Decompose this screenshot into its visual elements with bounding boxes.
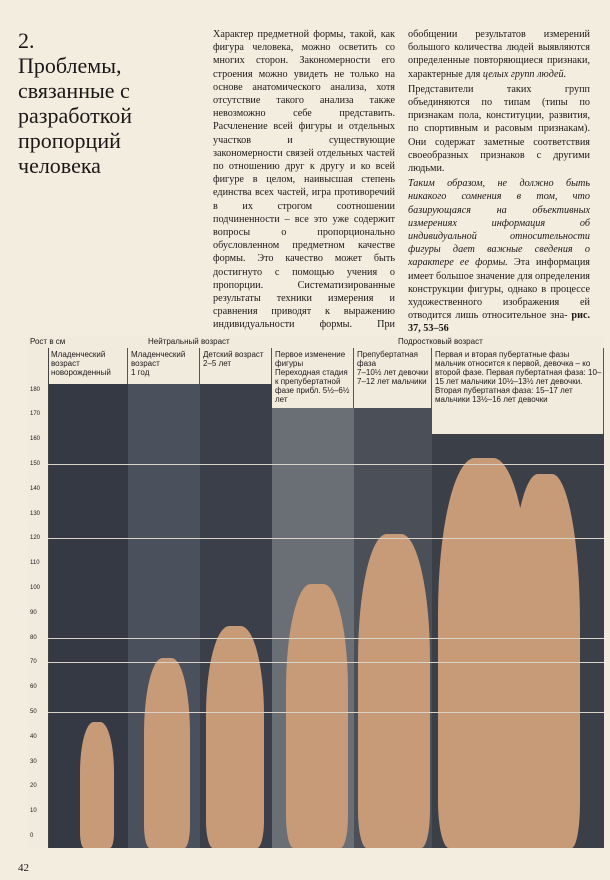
- paragraph: Характер предметной формы, такой, как фигура человека, можно осветить со многих сторон. Закономерности его строения можно увидеть не только на основе анатомического анализа, хотя отсутствие такого анализа также невозможно себе представить. Расчленение всей фигуры и отдельных участков и существующие закономерности связей отдельных частей по отношению друг к другу и ко всей фигуре в целом, наивысшая степень единства всех частей, игра противоречий в их строгом соотношении подчиненности – все это уже содержит вопросы о пропорционально обусловленном предметном качестве формы. Это качество может быть достигнуто с помощью учения о пропорции. Систематизированные результаты техники измерения и сравнения приводят к выражению индивидуальности формы. При: [213, 29, 395, 331]
- figure-1-year: [144, 658, 190, 848]
- phase-header: Младенческий возраст 1 год: [128, 348, 200, 384]
- figure-child: [206, 626, 264, 848]
- figure-prepubertal: [358, 534, 430, 848]
- axis-tick-label: 90: [30, 609, 37, 616]
- axis-tick-label: 70: [30, 659, 37, 666]
- axis-tick-label: 160: [30, 436, 41, 443]
- phase-header: Первая и вторая пубертатные фазы мальчик относится к первой, девочка – ко второй фазе. Первая пубертатная фаза: 10–15 лет мальчики 10½–13½ лет девочки. Вторая пубертатная фаза: 15–17 лет мальчики 13½–16 лет девочки: [432, 348, 604, 434]
- height-marker-line: [48, 712, 604, 713]
- axis-tick-label: 150: [30, 461, 41, 467]
- height-axis: [28, 348, 49, 848]
- height-marker-line: [48, 538, 604, 539]
- axis-tick-label: 80: [30, 634, 37, 641]
- axis-tick-label: 130: [30, 510, 41, 517]
- phase-header: Младенческий возраст новорожденный: [48, 348, 128, 384]
- paragraph: Таким образом, не должно быть никакого сомнения в том, что базирующаяся на объективных измерениях информация об индивидуальной относительности фигуры дает важные сведения о характере ее формы. Эта информация имеет большое значение для определения конструкции фигуры, однако в процессе художественного изображения ей отводится лишь относительное зна- рис. 37, 53–56: [408, 178, 591, 335]
- axis-tick-label: 60: [30, 684, 37, 691]
- phase-header: Детский возраст 2–5 лет: [200, 348, 272, 384]
- phase-header: Препубертатная фаза 7–10½ лет девочки 7–12 лет мальчики: [354, 348, 432, 408]
- axis-tick-label: 100: [30, 585, 41, 591]
- axis-tick-label: 20: [30, 783, 37, 790]
- height-marker-line: [48, 638, 604, 639]
- section-number: 2.: [18, 28, 35, 53]
- axis-tick-label: 30: [30, 758, 37, 765]
- height-marker-line: [48, 662, 604, 663]
- paragraph: обобщении результатов измерений большого количества людей выявляются определенные повторяющиеся признаки, характерные для целых групп людей.: [408, 29, 590, 80]
- axis-tick-label: 140: [30, 485, 41, 492]
- axis-tick-label: 50: [30, 709, 37, 715]
- header-neutral: Нейтральный возраст: [148, 337, 230, 346]
- growth-chart: [28, 336, 604, 848]
- header-teen: Подростковый возраст: [398, 337, 483, 346]
- axis-tick-label: 180: [30, 386, 41, 393]
- section-heading: [18, 28, 198, 178]
- axis-tick-label: 10: [30, 808, 37, 815]
- figure-transition: [286, 584, 348, 848]
- text-column-middle: [213, 28, 395, 347]
- phase-header: Первое изменение фигуры Переходная стадия к препубертатной фазе прибл. 5½–6½ лет: [272, 348, 354, 408]
- axis-tick-label: 0: [30, 833, 34, 839]
- axis-title: Рост в см: [30, 337, 66, 346]
- page-number: 42: [18, 862, 29, 874]
- section-title: Проблемы, связанные с разработкой пропорций человека: [18, 53, 133, 178]
- paragraph: Представители таких групп объединяются по типам (типы по признакам пола, конституции, развития, по спортивным и расовым признакам). Они содержат заметные соответствия своеобразных признаков с другими людьми.: [408, 83, 590, 175]
- figure-newborn: [80, 722, 114, 848]
- figure-boy: [510, 474, 580, 848]
- axis-tick-label: 110: [30, 560, 40, 567]
- text-column-right: [408, 28, 590, 338]
- height-marker-line: [48, 464, 604, 465]
- axis-tick-label: 40: [30, 733, 37, 740]
- axis-tick-label: 170: [30, 411, 41, 418]
- axis-tick-label: 120: [30, 535, 41, 542]
